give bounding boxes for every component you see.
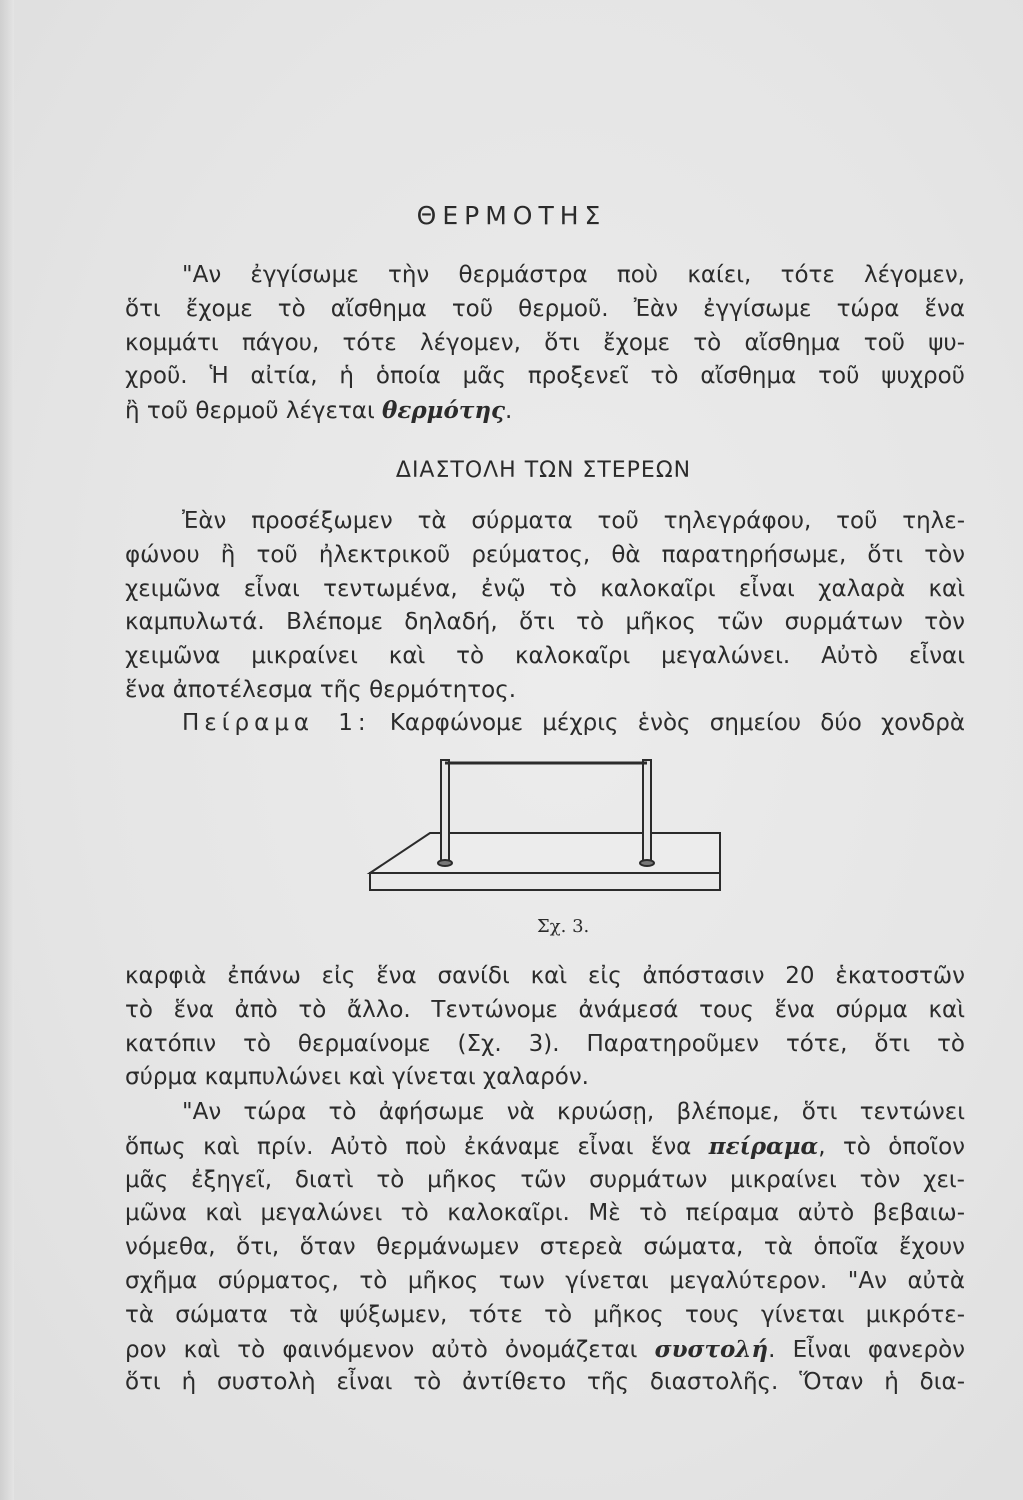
paragraph-heat-definition — [125, 259, 965, 428]
text-fragment: . Εἶναι φανερὸν — [768, 1336, 965, 1363]
text-line: μῶνα καὶ μεγαλώνει τὸ καλοκαῖρι. Μὲ τὸ πείραμα αὐτὸ βεβαιω- — [125, 1200, 965, 1227]
paragraph-wires-expansion — [125, 505, 965, 708]
section-heading: ΔΙΑΣΤΟΛΗ ΤΩΝ ΣΤΕΡΕΩΝ — [395, 458, 692, 483]
text-fragment: ρον καὶ τὸ φαινόμενον αὐτὸ ὀνομάζεται — [125, 1336, 655, 1363]
text-line: νόμεθα, ὅτι, ὅταν θερμάνωμεν στερεὰ σώματα, τὰ ὁποῖα ἔχουν — [125, 1234, 965, 1261]
text-line — [125, 1130, 965, 1164]
text-line: σύρμα καμπυλώνει καὶ γίνεται χαλαρόν. — [125, 1064, 589, 1091]
text-line: χειμῶνα μικραίνει καὶ τὸ καλοκαῖρι μεγαλώνει. Αὐτὸ εἶναι — [125, 643, 965, 670]
text-line: "Αν ἐγγίσωμε τὴν θερμάστρα ποὺ καίει, τότε λέγομεν, — [182, 262, 965, 288]
paragraph-experiment-intro — [125, 707, 965, 741]
text-fragment: ὅπως καὶ πρίν. Αὐτὸ ποὺ ἐκάναμε εἶναι ἕνα — [125, 1133, 709, 1160]
text-line: καρφιὰ ἐπάνω εἰς ἕνα σανίδι καὶ εἰς ἀπόστασιν 20 ἑκατοστῶν — [125, 963, 965, 989]
figure-nails-wire-diagram — [365, 755, 725, 905]
text-line: ὅτι ἔχομε τὸ αἴσθημα τοῦ θερμοῦ. Ἐὰν ἐγγίσωμε τώρα ἕνα — [125, 295, 965, 322]
text-line: κατόπιν τὸ θερμαίνομε (Σχ. 3). Παρατηροῦμεν τότε, ὅτι τὸ — [125, 1030, 965, 1057]
text-fragment: , τὸ ὁποῖον — [818, 1133, 965, 1160]
text-line: Ἐὰν προσέξωμεν τὰ σύρματα τοῦ τηλεγράφου, τοῦ τηλε- — [182, 508, 965, 534]
right-nail-hole — [640, 860, 654, 866]
left-nail-hole — [438, 860, 452, 866]
text-fragment: . — [505, 398, 513, 425]
text-line: τὸ ἕνα ἀπὸ τὸ ἄλλο. Τεντώνομε ἀνάμεσά τους ἕνα σύρμα καὶ — [125, 996, 965, 1023]
text-fragment: Καρφώνομε μέχρις ἑνὸς σημείου δύο χονδρὰ — [370, 710, 965, 736]
text-line: κομμάτι πάγου, τότε λέγομεν, ὅτι ἔχομε τὸ αἴσθημα τοῦ ψυ- — [125, 329, 965, 356]
text-line: ὅτι ἡ συστολὴ εἶναι τὸ ἀντίθετο τῆς διαστολῆς. Ὅταν ἡ δια- — [125, 1369, 965, 1396]
term-thermotis: θερμότης — [382, 397, 506, 425]
text-line — [125, 707, 965, 741]
text-line: σχῆμα σύρματος, τὸ μῆκος των γίνεται μεγαλύτερον. "Αν αὐτὰ — [125, 1267, 965, 1294]
paragraph-experiment-description — [125, 960, 965, 1095]
text-line: "Αν τώρα τὸ ἀφήσωμε νὰ κρυώσῃ, βλέπομε, ὅτι τεντώνει — [182, 1099, 965, 1125]
text-line: τὰ σώματα τὰ ψύξωμεν, τότε τὸ μῆκος τους γίνεται μικρότε- — [125, 1301, 965, 1328]
board-outline — [370, 873, 720, 890]
term-peirama: πείραμα — [708, 1132, 819, 1160]
board-top — [370, 833, 720, 873]
experiment-label: Πείραμα 1: — [182, 710, 371, 736]
text-line — [125, 394, 965, 428]
figure-caption: Σχ. 3. — [537, 916, 590, 937]
paragraph-contraction — [125, 1096, 965, 1400]
text-line — [125, 1333, 965, 1367]
text-line: φώνου ἢ τοῦ ἠλεκτρικοῦ ρεύματος, θὰ παρατηρήσωμε, ὅτι τὸν — [125, 541, 965, 568]
text-fragment: ἢ τοῦ θερμοῦ λέγεται — [125, 398, 383, 425]
text-line: χροῦ. Ἡ αἰτία, ἡ ὁποία μᾶς προξενεῖ τὸ αἴσθημα τοῦ ψυχροῦ — [125, 363, 965, 390]
text-line: ἕνα ἀποτέλεσμα τῆς θερμότητος. — [125, 676, 517, 703]
right-nail — [643, 760, 651, 865]
text-line: χειμῶνα εἶναι τεντωμένα, ἐνῷ τὸ καλοκαῖρι εἶναι χαλαρὰ καὶ — [125, 575, 965, 602]
page-title: ΘΕΡΜΟΤΗΣ — [416, 201, 607, 230]
text-line: μᾶς ἐξηγεῖ, διατὶ τὸ μῆκος τῶν συρμάτων μικραίνει τὸν χει- — [125, 1166, 965, 1193]
term-systoli: συστολή — [654, 1335, 769, 1363]
text-line: καμπυλωτά. Βλέπομε δηλαδή, ὅτι τὸ μῆκος τῶν συρμάτων τὸν — [125, 609, 965, 636]
left-nail — [441, 760, 449, 865]
